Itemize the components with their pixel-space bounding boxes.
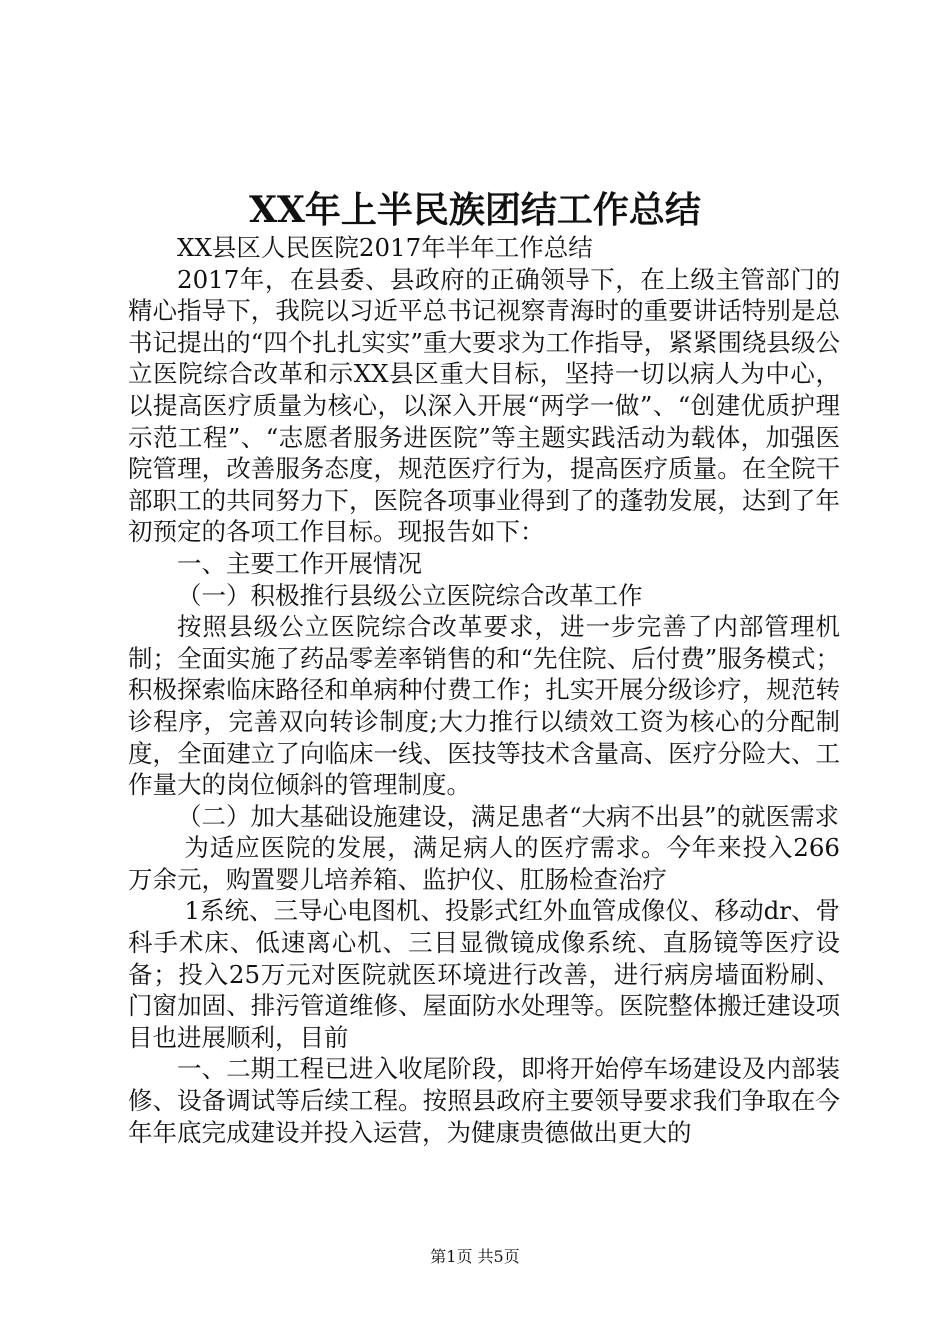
intro-paragraph: 2017年，在县委、县政府的正确领导下，在上级主管部门的精心指导下，我院以习近平总书记视察青海时的重要讲话特别是总书记提出的“四个扎扎实实”重大要求为工作指导，紧紧围绕县级公立医院综合改革和示XX县区重大目标，坚持一切以病人为中心，以提高医疗质量为核心，以深入开展“两学一做”、“创建优质护理示范工程”、“志愿者服务进医院”等主题实践活动为载体，加强医院管理，改善服务态度，规范医疗行为，提高医疗质量。在全院干部职工的共同努力下，医院各项事业得到了的蓬勃发展，达到了年初预定的各项工作目标。现报告如下： xyxy=(128,264,840,547)
construction-paragraph: 一、二期工程已进入收尾阶段，即将开始停车场建设及内部装修、设备调试等后续工程。按照县政府主要领导要求我们争取在今年年底完成建设并投入运营，为健康贵德做出更大的 xyxy=(128,1054,840,1147)
subsection-heading-1: （一）积极推行县级公立医院综合改革工作 xyxy=(177,580,643,610)
document-title: XX年上半民族团结工作总结 xyxy=(249,189,701,231)
equipment-paragraph: 1系统、三导心电图机、投影式红外血管成像仪、移动dr、骨科手术床、低速离心机、三目显微镜成像系统、直肠镜等医疗设备；投入25万元对医院就医环境进行改善，进行病房墙面粉刷、门窗加固、排污管道维修、屋面防水处理等。医院整体搬迁建设项目也进展顺利，目前 xyxy=(128,896,840,1052)
subsection-heading-2: （二）加大基础设施建设，满足患者“大病不出县”的就医需求 xyxy=(177,801,840,831)
section-heading: 一、主要工作开展情况 xyxy=(177,548,422,578)
investment-paragraph: 为适应医院的发展，满足病人的医疗需求。今年来投入266万余元，购置婴儿培养箱、监护仪、肛肠检查治疗 xyxy=(128,833,840,894)
reform-paragraph: 按照县级公立医院综合改革要求，进一步完善了内部管理机制；全面实施了药品零差率销售的和“先住院、后付费”服务模式；积极探索临床路径和单病种付费工作；扎实开展分级诊疗，规范转诊程序，完善双向转诊制度;大力推行以绩效工资为核心的分配制度，全面建立了向临床一线、医技等技术含量高、医疗分险大、工作量大的岗位倾斜的管理制度。 xyxy=(128,612,840,800)
subtitle-paragraph: XX县区人民医院2017年半年工作总结 xyxy=(177,233,593,262)
document-body xyxy=(128,232,840,1148)
page-number-footer: 第1页 共5页 xyxy=(430,1247,520,1266)
